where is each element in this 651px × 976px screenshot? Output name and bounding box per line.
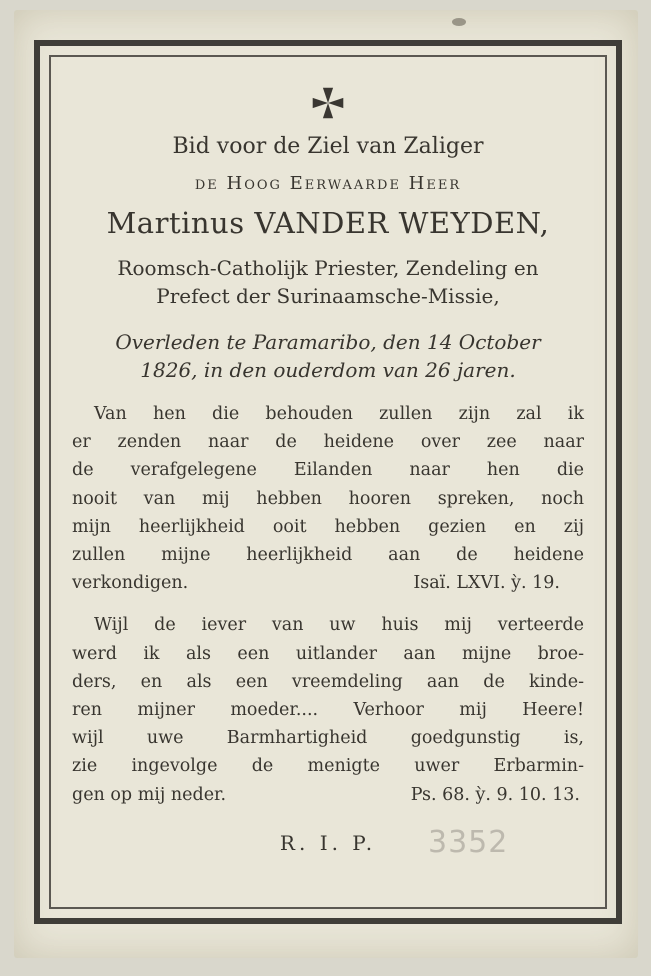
scripture-verse-isaiah — [68, 400, 588, 597]
ink-spot — [452, 18, 466, 26]
verse-line: de verafgelegene Eilanden naar hen die — [72, 460, 584, 481]
verse-line: zie ingevolge de menigte uwer Erbarmin- — [72, 756, 584, 777]
deceased-name: Martinus VANDER WEYDEN, — [106, 206, 550, 240]
verse-last-line — [68, 569, 588, 597]
verse-line: er zenden naar de heidene over zee naar — [72, 432, 584, 453]
death-line-1: Overleden te Paramaribo, den 14 October — [115, 330, 541, 354]
verse-line-end: gen op mij neder. — [72, 784, 227, 805]
role-line-1: Roomsch-Catholijk Priester, Zendeling en — [117, 256, 539, 280]
honorific-line: de Hoog Eerwaarde Heer — [194, 173, 462, 194]
cross-pattee-icon — [311, 86, 345, 120]
memorial-card — [14, 10, 638, 958]
verse-line: wijl uwe Barmhartigheid goedgunstig is, — [72, 728, 584, 749]
role-block — [68, 254, 588, 310]
verse-line: zullen mijne heerlijkheid aan de heidene — [72, 545, 584, 566]
verse-last-line — [68, 781, 588, 809]
verse-line: ren mijner moeder.... Verhoor mij Heere! — [72, 700, 584, 721]
verse-line: werd ik als een uitlander aan mijne broe- — [72, 643, 584, 664]
verse-line: ders, en als een vreemdeling aan de kinde- — [72, 671, 584, 692]
death-line-2: 1826, in den ouderdom van 26 jaren. — [140, 358, 516, 382]
scripture-verse-psalm — [68, 611, 588, 808]
verse-reference: Ps. 68. ỳ. 9. 10. 13. — [410, 784, 580, 805]
verse-line: Wijl de iever van uw huis mij verteerde — [94, 615, 584, 636]
archive-number: 3352 — [428, 824, 509, 860]
verse-line: Van hen die behouden zullen zijn zal ik — [94, 404, 584, 424]
rip-line — [68, 824, 588, 860]
role-line-2: Prefect der Surinaamsche-Missie, — [156, 284, 500, 308]
verse-line: nooit van mij hebben hooren spreken, noch — [72, 488, 584, 509]
card-content — [68, 86, 588, 860]
verse-reference: Isaï. LXVI. ỳ. 19. — [413, 573, 560, 594]
prayer-heading: Bid voor de Ziel van Zaliger — [172, 134, 484, 159]
rip-text: R. I. P. — [279, 830, 377, 855]
verse-line: mijn heerlijkheid ooit hebben gezien en zij — [72, 516, 584, 537]
card-border-outer — [34, 40, 622, 924]
verse-line-end: verkondigen. — [72, 573, 189, 594]
death-block — [68, 328, 588, 384]
